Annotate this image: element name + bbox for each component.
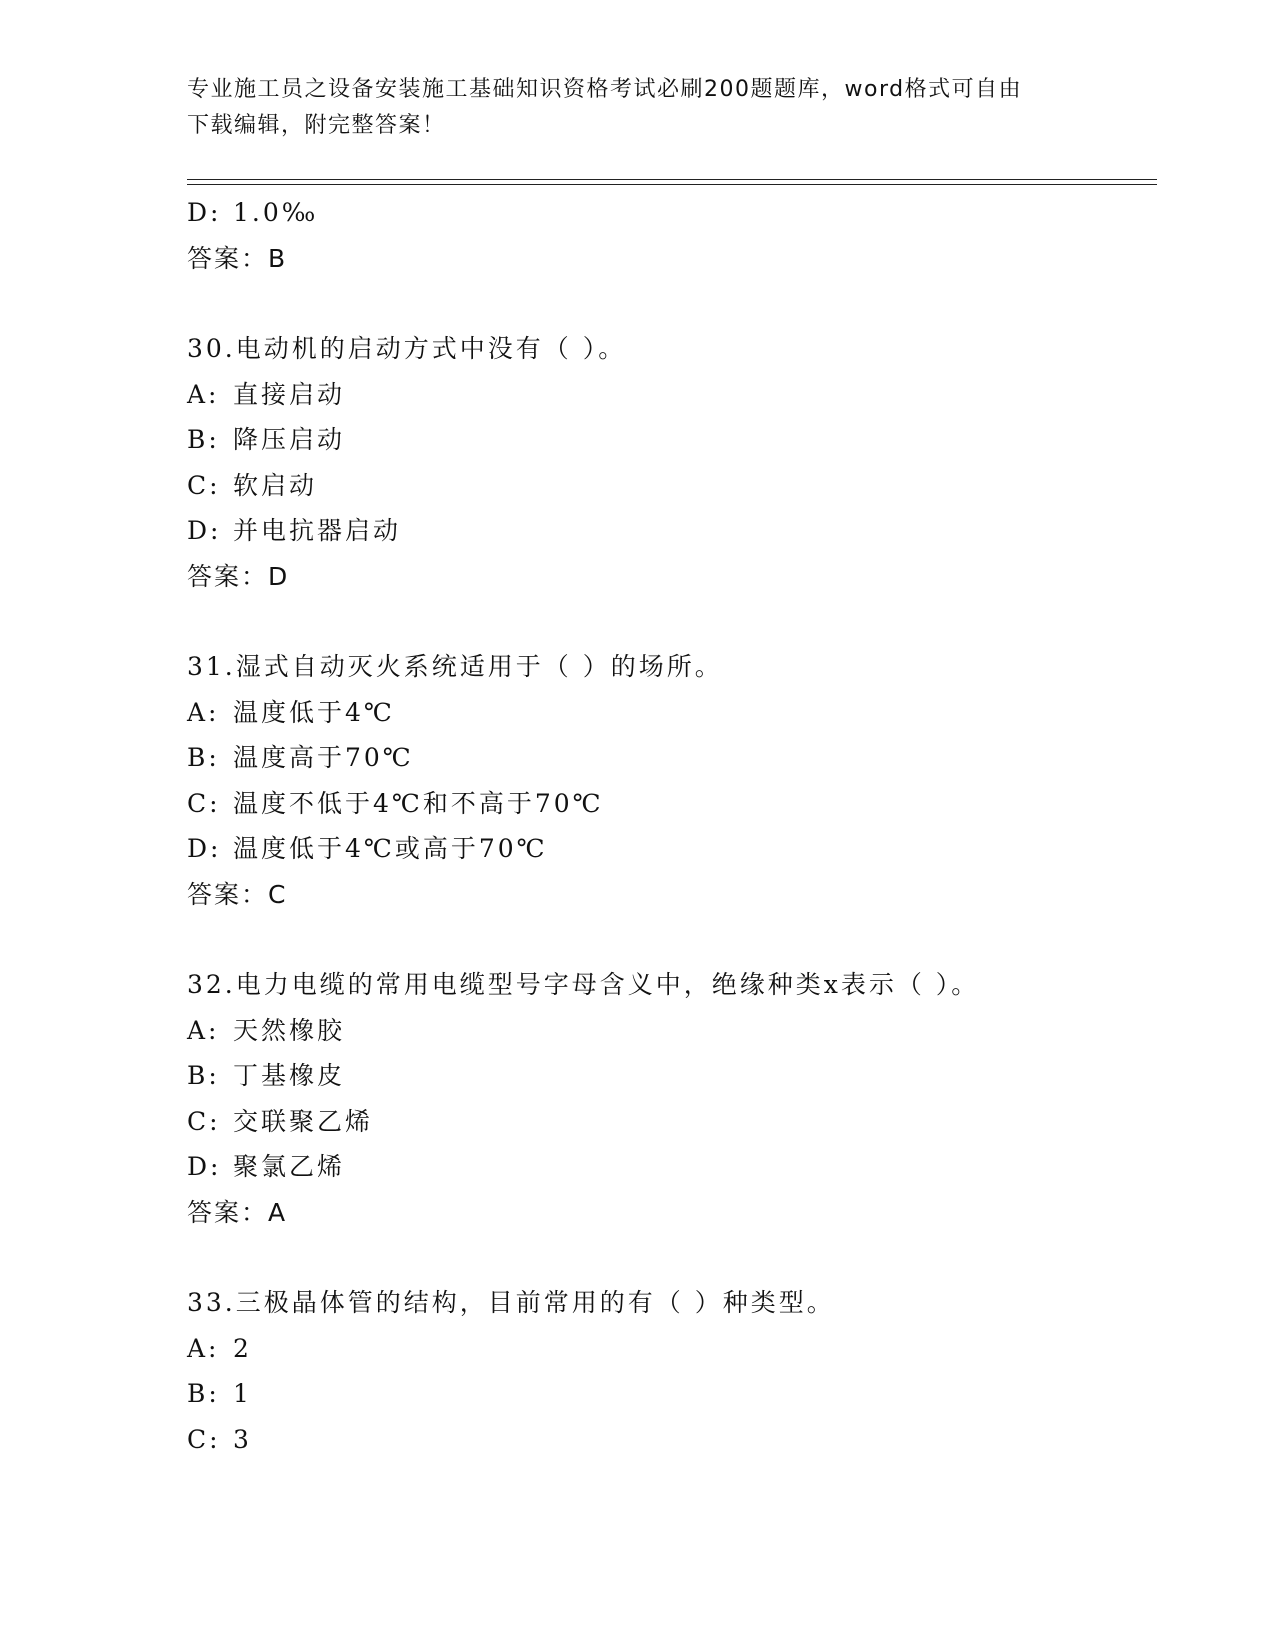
option-text: 1.0‰ xyxy=(233,198,319,227)
option-a xyxy=(187,690,1157,736)
header-divider-bottom xyxy=(187,184,1157,185)
question-32 xyxy=(187,962,1157,1235)
option-a xyxy=(187,372,1157,418)
document-header xyxy=(187,72,1087,144)
question-stem: 32.电力电缆的常用电缆型号字母含义中，绝缘种类x表示（ ）。 xyxy=(187,970,980,999)
option-text: 丁基橡皮 xyxy=(233,1061,346,1090)
option-letter: C: xyxy=(187,1106,221,1136)
question-stem: 33.三极晶体管的结构，目前常用的有（ ）种类型。 xyxy=(187,1288,835,1317)
option-d xyxy=(187,1144,1157,1190)
option-letter: D: xyxy=(187,198,222,227)
option-b xyxy=(187,1371,1157,1417)
question-stem: 30.电动机的启动方式中没有（ ）。 xyxy=(187,334,627,363)
question-31 xyxy=(187,644,1157,917)
option-letter: A: xyxy=(187,1333,220,1363)
option-letter: A: xyxy=(187,1015,220,1045)
option-text: 直接启动 xyxy=(233,379,346,409)
header-title-line-1: 专业施工员之设备安装施工基础知识资格考试必刷200题题库，word格式可自由 xyxy=(187,77,1023,102)
answer-line: 答案：A xyxy=(187,1197,288,1227)
previous-question-tail xyxy=(187,190,1157,281)
option-text: 天然橡胶 xyxy=(233,1015,346,1045)
option-letter: A: xyxy=(187,697,220,727)
question-30 xyxy=(187,326,1157,599)
option-letter: D: xyxy=(187,1152,222,1181)
option-text: 2 xyxy=(233,1333,252,1363)
question-list xyxy=(187,190,1157,1462)
answer-line: 答案：C xyxy=(187,879,288,909)
option-letter: B: xyxy=(187,743,220,772)
option-d xyxy=(187,190,1157,236)
option-text: 温度不低于4℃和不高于70℃ xyxy=(233,788,604,818)
option-text: 并电抗器启动 xyxy=(233,516,402,545)
option-text: 温度高于70℃ xyxy=(233,743,414,772)
header-divider-top xyxy=(187,179,1157,180)
option-text: 3 xyxy=(233,1424,252,1454)
option-letter: B: xyxy=(187,1061,220,1090)
option-d xyxy=(187,508,1157,554)
option-letter: C: xyxy=(187,470,221,500)
option-b xyxy=(187,735,1157,781)
option-text: 温度低于4℃ xyxy=(233,697,395,727)
option-letter: C: xyxy=(187,788,221,818)
option-letter: C: xyxy=(187,1424,221,1454)
option-letter: B: xyxy=(187,425,220,454)
option-letter: D: xyxy=(187,516,222,545)
option-c xyxy=(187,463,1157,509)
header-title-line-2: 下载编辑，附完整答案！ xyxy=(187,113,446,138)
answer-line: 答案：D xyxy=(187,561,290,591)
option-d xyxy=(187,826,1157,872)
option-b xyxy=(187,1053,1157,1099)
option-text: 1 xyxy=(233,1379,252,1408)
option-text: 聚氯乙烯 xyxy=(233,1152,346,1181)
answer-line: 答案：B xyxy=(187,243,288,273)
option-text: 软启动 xyxy=(233,470,318,500)
option-text: 温度低于4℃或高于70℃ xyxy=(233,834,548,863)
option-a xyxy=(187,1008,1157,1054)
option-text: 降压启动 xyxy=(233,425,346,454)
question-stem: 31.湿式自动灭火系统适用于（ ）的场所。 xyxy=(187,652,723,681)
option-a xyxy=(187,1326,1157,1372)
option-text: 交联聚乙烯 xyxy=(233,1106,374,1136)
option-c xyxy=(187,1099,1157,1145)
option-letter: D: xyxy=(187,834,222,863)
option-c xyxy=(187,781,1157,827)
option-letter: B: xyxy=(187,1379,220,1408)
question-33 xyxy=(187,1280,1157,1462)
option-letter: A: xyxy=(187,379,220,409)
option-c xyxy=(187,1417,1157,1463)
option-b xyxy=(187,417,1157,463)
